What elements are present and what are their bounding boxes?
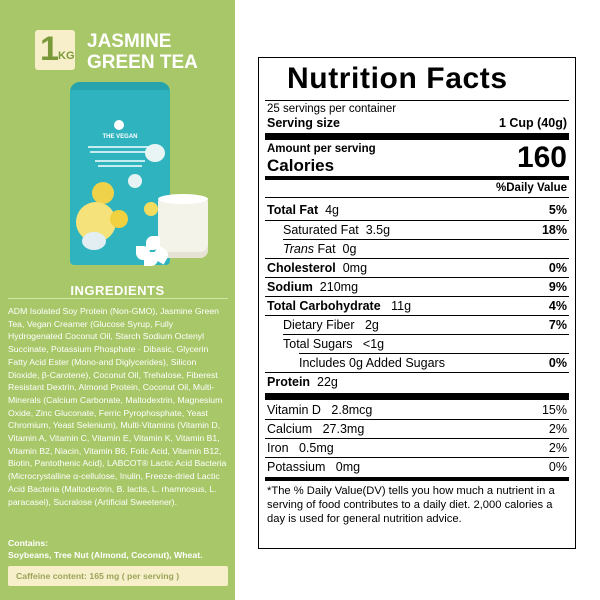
nutrient-dv: 7% xyxy=(548,318,567,332)
nutrient-row-total-fat xyxy=(267,203,339,217)
daily-value-header: %Daily Value xyxy=(496,182,567,194)
nutrition-title: Nutrition Facts xyxy=(287,62,508,95)
nutrient-amount: 4g xyxy=(325,203,340,217)
thick-divider xyxy=(265,133,569,140)
product-name-line2: GREEN TEA xyxy=(87,52,198,73)
nutrient-label: Sodium xyxy=(267,280,313,294)
nutrient-amount: 22g xyxy=(317,375,338,389)
caffeine-box xyxy=(8,566,228,586)
divider xyxy=(265,197,569,198)
divider xyxy=(265,372,569,373)
nutrient-dv: 5% xyxy=(548,203,567,217)
ingredients-title: INGREDIENTS xyxy=(70,283,165,298)
nutrient-label: Protein xyxy=(267,375,311,389)
vitamin-amount: 2.8mcg xyxy=(331,403,373,417)
vitamin-amount: 0.5mg xyxy=(298,441,334,455)
brand-logo-icon xyxy=(114,120,124,130)
medium-divider xyxy=(265,477,569,481)
jasmine-flower-icon xyxy=(136,236,172,266)
nutrient-amount: 0g xyxy=(342,242,357,256)
vitamin-dv: 0% xyxy=(548,460,567,474)
vitamin-label: Vitamin D xyxy=(267,403,321,417)
vitamin-row-calcium xyxy=(267,422,364,436)
calories-value: 160 xyxy=(516,141,567,174)
nutrient-dv: 18% xyxy=(541,223,567,237)
divider xyxy=(283,334,569,335)
divider xyxy=(265,100,569,101)
nutrient-label: Dietary Fiber xyxy=(283,318,355,332)
thick-divider xyxy=(265,393,569,400)
calories-label: Calories xyxy=(267,156,335,175)
vitamin-label: Calcium xyxy=(267,422,313,436)
vitamin-row-iron xyxy=(267,441,334,455)
pouch-yellow-dot xyxy=(92,182,114,204)
nutrient-row-trans-fat xyxy=(283,242,356,256)
nutrient-row-protein xyxy=(267,375,338,389)
nutrient-label: Cholesterol xyxy=(267,261,336,275)
pouch-white-dot xyxy=(82,232,106,250)
pouch-yellow-dot xyxy=(144,202,158,216)
pouch-text-line xyxy=(98,165,142,167)
ingredients-text: ADM Isolated Soy Protein (Non-GMO), Jasmine Green Tea, Vegan Creamer (Glucose Syrup, Fully Hydrogenated Coconut Oil, Starch Sodium Octenyl Succinate, Potassium Phosphate · Dibasic, Glycerin Fatty Acid Ester (Mono-and Diglycerides), Silicon Dioxide, β-Carotene), Coconut Oil, Trehalose, Fiberest Resistant Dextrin, Almond Protein, Coconut Oil, Multi-Minerals (Calcium Carbonate, Maltodextrin, Magnesium Oxide, Zinc Gluconate, Ferric Pyrophosphate, Yeast Chromium, Yeast Selenium), Multi-Vitamins (Vitamin D, Vitamin A, Vitamin C, Vitamin E, Vitamin K, Vitamin B1, Vitamin B2, Niacin, Vitamin B6, Folic Acid, Vitamin B12, Biotin, Pantothenic Acid), LABCOT® Lactic Acid Bacteria (Microcrystalline α-cellulose, Inulin, Freeze-dried Lactic Acid Bacteria (Maltodextrin, B. lactis, L. rhamnosus, L. paracasei), Sucralose (Artificial Sweetener). xyxy=(8,306,227,507)
amount-per-serving: Amount per serving xyxy=(267,143,376,155)
pouch-text-line xyxy=(95,160,145,162)
product-panel xyxy=(0,0,235,600)
divider xyxy=(265,438,569,439)
nutrient-dv: 9% xyxy=(548,280,567,294)
vitamin-amount: 0mg xyxy=(335,460,361,474)
nutrient-row-dietary-fiber xyxy=(283,318,379,332)
nutrient-amount: 210mg xyxy=(319,280,359,294)
nutrient-dv: 0% xyxy=(548,261,567,275)
nutrient-row-sodium xyxy=(267,280,358,294)
nutrient-label: Total Fat xyxy=(267,203,319,217)
nutrient-row-added-sugars: Includes 0g Added Sugars xyxy=(299,356,445,370)
nutrient-label: Saturated Fat xyxy=(283,223,359,237)
medium-divider xyxy=(265,176,569,180)
divider xyxy=(299,353,569,354)
pouch-yellow-dot xyxy=(110,210,128,228)
drink-glass-rim xyxy=(158,194,208,204)
pouch-seal xyxy=(70,82,170,90)
nutrition-facts-label xyxy=(258,57,576,549)
pouch-white-dot xyxy=(145,144,165,162)
product-name xyxy=(87,31,198,73)
nutrient-row-total-sugars xyxy=(283,337,384,351)
divider xyxy=(265,457,569,458)
weight-unit: KG xyxy=(58,50,75,62)
servings-per-container: 25 servings per container xyxy=(267,103,397,115)
nutrient-amount: 3.5g xyxy=(365,223,391,237)
serving-size-label: Serving size xyxy=(267,116,340,130)
nutrient-label-italic: Trans xyxy=(283,242,315,256)
nutrient-amount: 0mg xyxy=(342,261,368,275)
nutrient-amount: 2g xyxy=(364,318,379,332)
pouch-text-line xyxy=(88,146,152,148)
vitamin-dv: 2% xyxy=(548,441,567,455)
pouch-brand-text: THE VEGAN xyxy=(102,134,138,140)
divider xyxy=(265,258,569,259)
nutrient-label: Total Carbohydrate xyxy=(267,299,381,313)
flower-petal xyxy=(144,252,158,266)
divider xyxy=(265,419,569,420)
vitamin-row-vitamin-d xyxy=(267,403,372,417)
divider xyxy=(265,296,569,297)
nutrient-label: Fat xyxy=(317,242,336,256)
weight-number: 1 xyxy=(40,30,59,68)
divider xyxy=(265,315,569,316)
vitamin-amount: 27.3mg xyxy=(322,422,365,436)
nutrient-row-saturated-fat xyxy=(283,223,390,237)
divider xyxy=(265,277,569,278)
nutrient-dv: 4% xyxy=(548,299,567,313)
vitamin-dv: 2% xyxy=(548,422,567,436)
serving-size-value: 1 Cup (40g) xyxy=(498,116,567,130)
daily-value-footnote: *The % Daily Value(DV) tells you how much a nutrient in a serving of food contributes to a daily diet. 2,000 calories a day is used for general nutrition advice. xyxy=(267,485,555,525)
pouch-text-line xyxy=(90,151,150,153)
nutrient-dv: 0% xyxy=(548,356,567,370)
vitamin-row-potassium xyxy=(267,460,360,474)
divider xyxy=(265,220,569,221)
pouch-white-dot xyxy=(128,174,142,188)
nutrient-label: Total Sugars xyxy=(283,337,353,351)
contains-text: Soybeans, Tree Nut (Almond, Coconut), Wheat. xyxy=(8,550,203,560)
ingredients-divider xyxy=(8,298,228,299)
vitamin-label: Potassium xyxy=(267,460,326,474)
divider xyxy=(283,239,569,240)
vitamin-dv: 15% xyxy=(541,403,567,417)
vitamin-label: Iron xyxy=(267,441,289,455)
nutrient-row-total-carbohydrate xyxy=(267,299,411,313)
nutrient-row-cholesterol xyxy=(267,261,367,275)
weight-badge xyxy=(35,30,75,70)
product-name-line1: JASMINE xyxy=(87,31,172,52)
caffeine-text: Caffeine content: 165 mg ( per serving ) xyxy=(16,571,180,581)
nutrient-amount: <1g xyxy=(362,337,385,351)
contains-label: Contains: xyxy=(8,538,49,548)
nutrient-amount: 11g xyxy=(391,299,412,313)
